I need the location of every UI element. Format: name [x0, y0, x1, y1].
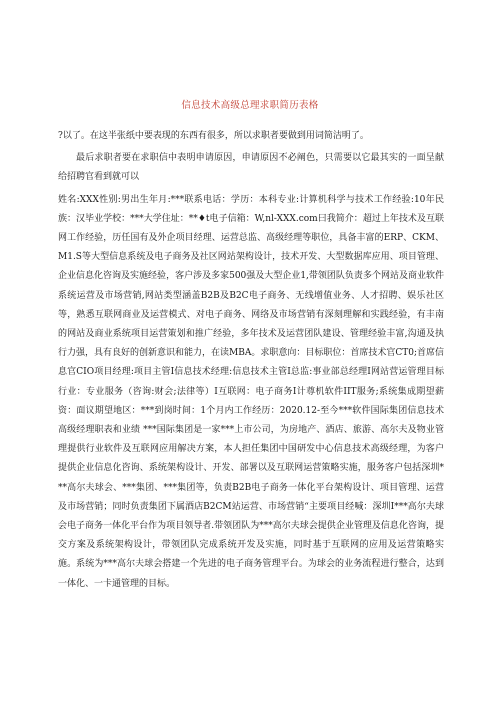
document-body	[58, 127, 444, 594]
paragraph-resume-details: 姓名:XXX性别:男出生年月:***联系电话：学历：本科专业:计算机科学与技术工作经验:10年民族：汉毕业学校：***大学住址：**♦t电子信箱：W,nl-XXX.com曰我简介：超过上年技术及互联网工作经验，历任国有及外企项目经理、运营总监、高级经理等职位，具备丰富的ERP、CKM、M1.S等大型信息系统及电子商务及社区网站架构设计，技术开发、大型数据库应用、项目管理、企业信息化咨询及实施经验，客户涉及多家500强及大型企业1,带领团队负责多个网站及商业软件系统运营及市场营销,网站类型涵盖B2B及B2C电子商务、无线增值业务、人才招聘、娱乐社区等，熟悉互联网商业及运营模式、对电子商务、网络及市场营销有深刻理解和实践经验，有丰南的网站及商业系统项目运营策划和推广经验，多年技术及运营团队建设、管理经验丰富,沟通及执行力强，具有良好的创新意识和能力，在读MBA。求职意向：目标职位：首席技术官CT0;首席信息官CIO项目经理:项目主管I信息技术经理:信息技术主管I总监:事业部总经理I网站营运管理目标行业：专业服务（咨询:财会;法律等）I互联网：电子商务I计尊机软件IIT服务;系统集成期望薪资：面议期望地区：***到岗时间：1个月内工作经历：2020.12-至今***软件国际集团信息技术高级经理职表和业绩 ***国际集团是一家***上市公司，为房地产、酒店、旅游、高尔夫及物业管理提供行业软件及互联网应用解决方案，本人担任集团中国研发中心信息技术高级经理，为客户提供企业信息化咨询、系统架构设计、开发、部署以及互联网运营策略实施，服务客户包括深圳***高尔夫球会、***集团、***集团等，负责B2B电子商务一体化平台架构设计、项目管理、运营及市场营销；同时负责集团下属酒店B2CM站运营、市场营销“主要项目经喊：深圳I***高尔夫球会电子商务一体化平台作为项目领导者.带领团队为***高尔夫球会提供企业管理及信息化咨询，提交方案及系统架构设计，带领团队完成系统开发及实施，同时基于互联网的应用及运营策略实施。系统为***高尔夫球会搭建一个先进的电子商务管理平台。为球会的业务流程进行整合，达到一体化、一卡通管理的目标。	[58, 194, 444, 589]
paragraph-application-reason: 最后求职者要在求职信中表明申请原因，申请原因不必阐色，只需要以它最其实的一面呈献给招聘官看到就可以	[58, 153, 444, 183]
document-title: 信息技术高级总理求职简历表格	[181, 100, 319, 111]
paragraph-intro: ?以了。在这半张纸中要表现的东西有很多，所以求职者要做到用词简洁明了。	[58, 131, 369, 141]
